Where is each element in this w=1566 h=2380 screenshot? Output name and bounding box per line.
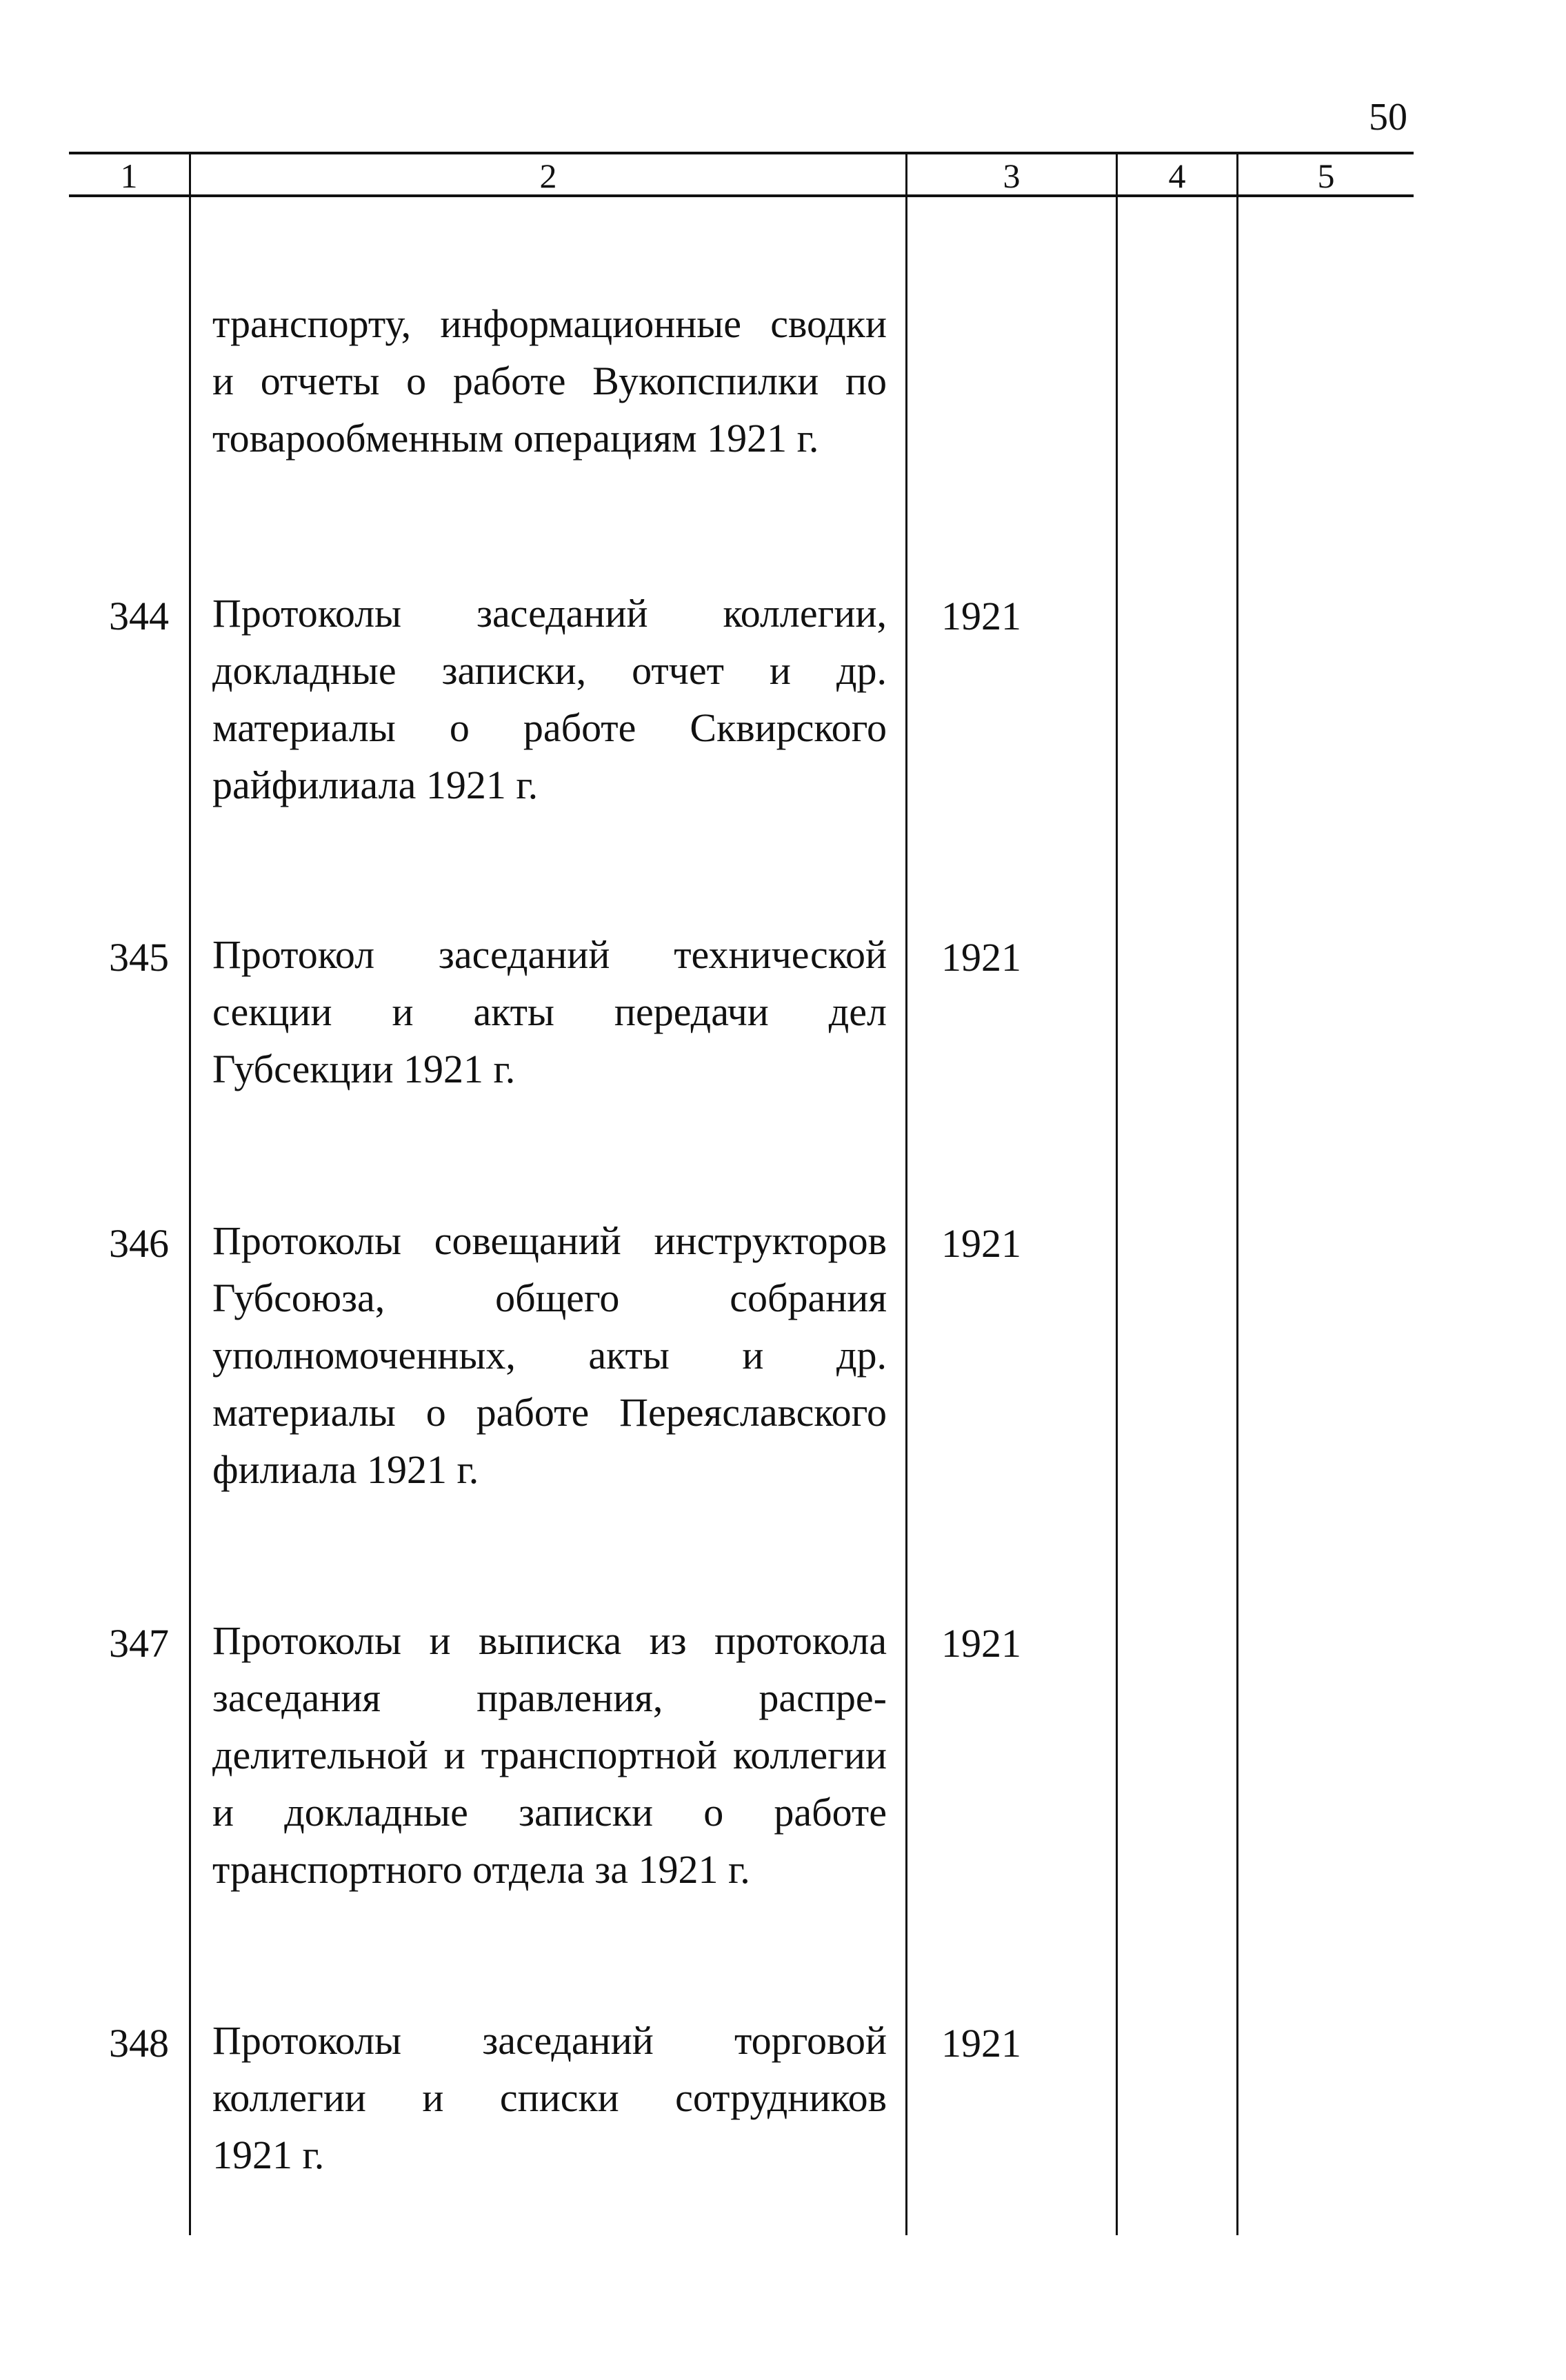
description-line: филиала 1921 г.	[212, 1447, 479, 1492]
header-col-4: 4	[1168, 157, 1186, 195]
page-number: 50	[1369, 96, 1407, 139]
description-line: заседания правления, распре-	[212, 1675, 887, 1720]
row-number: 344	[109, 594, 169, 638]
header-col-2: 2	[539, 157, 557, 195]
description-line: и докладные записки о работе	[212, 1790, 887, 1835]
description-line: делительной и транспортной коллегии	[212, 1733, 887, 1777]
row-year: 1921	[941, 1221, 1021, 1266]
row-description	[212, 585, 887, 814]
description-line: секции и акты передачи дел	[212, 989, 887, 1034]
description-line: 1921 г.	[212, 2132, 325, 2177]
column-divider-1	[189, 153, 191, 2235]
description-line: Протоколы заседаний коллегии,	[212, 591, 887, 636]
description-line: транспорту, информационные сводки	[212, 301, 887, 346]
row-description	[212, 295, 887, 467]
description-line: уполномоченных, акты и др.	[212, 1333, 887, 1378]
column-divider-3	[1116, 153, 1118, 2235]
description-line: Протоколы совещаний инструкторов	[212, 1218, 887, 1263]
description-line: коллегии и списки сотрудников	[212, 2075, 887, 2120]
row-number: 348	[109, 2021, 169, 2066]
row-year: 1921	[941, 2021, 1021, 2066]
column-divider-4	[1236, 153, 1238, 2235]
description-line: Протокол заседаний технической	[212, 932, 887, 977]
row-number: 347	[109, 1621, 169, 1666]
row-number: 346	[109, 1221, 169, 1266]
description-line: Губсекции 1921 г.	[212, 1047, 516, 1091]
description-line: транспортного отдела за 1921 г.	[212, 1847, 750, 1892]
description-line: докладные записки, отчет и др.	[212, 648, 887, 693]
row-description	[212, 926, 887, 1098]
header-col-3: 3	[1003, 157, 1021, 195]
column-divider-2	[905, 153, 907, 2235]
row-description	[212, 2012, 887, 2184]
description-line: материалы о работе Сквирского	[212, 705, 887, 750]
description-line: Губсоюза, общего собрания	[212, 1275, 887, 1320]
header-col-5: 5	[1317, 157, 1335, 195]
row-year: 1921	[941, 1621, 1021, 1666]
row-description	[212, 1612, 887, 1898]
description-line: Протоколы и выписка из протокола	[212, 1618, 887, 1663]
description-line: райфилиала 1921 г.	[212, 763, 539, 807]
description-line: Протоколы заседаний торговой	[212, 2018, 887, 2063]
description-line: товарообменным операциям 1921 г.	[212, 416, 819, 461]
row-number: 345	[109, 935, 169, 980]
description-line: и отчеты о работе Вукопспилки по	[212, 359, 887, 403]
row-year: 1921	[941, 594, 1021, 638]
row-year: 1921	[941, 935, 1021, 980]
row-description	[212, 1212, 887, 1498]
description-line: материалы о работе Переяславского	[212, 1390, 887, 1435]
header-top-rule	[69, 152, 1414, 154]
header-col-1: 1	[120, 157, 138, 195]
